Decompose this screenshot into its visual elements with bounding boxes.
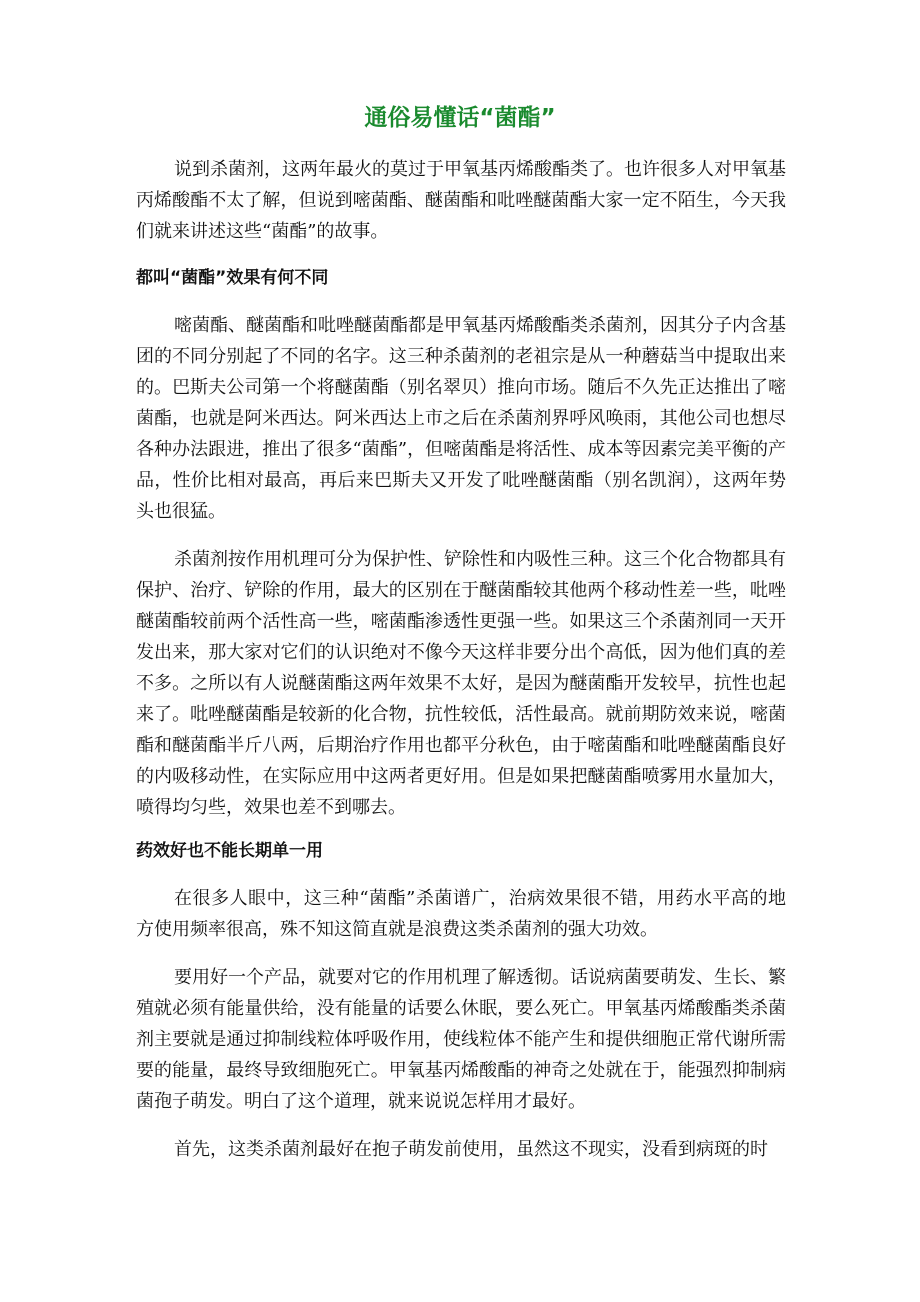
paragraph-3: 在很多人眼中，这三种“菌酯”杀菌谱广，治病效果很不错，用药水平高的地方使用频率很高，殊不知这简直就是浪费这类杀菌剂的强大功效。 — [136, 888, 786, 940]
article-body — [136, 154, 786, 1182]
section-heading-2: 药效好也不能长期单一用 — [136, 841, 323, 861]
paragraph-5: 首先，这类杀菌剂最好在抱子萌发前使用，虽然这不现实，没看到病斑的时 — [174, 1139, 768, 1160]
paragraph-1: 嘧菌酯、醚菌酯和吡唑醚菌酯都是甲氧基丙烯酸酯类杀菌剂，因其分子内含基团的不同分别起了不同的名字。这三种杀菌剂的老祖宗是从一种蘑菇当中提取出来的。巴斯夫公司第一个将醚菌酯（别名翠贝）推向市场。随后不久先正达推出了嘧菌酯，也就是阿米西达。阿米西达上市之后在杀菌剂界呼风唤雨，其他公司也想尽各种办法跟进，推出了很多“菌酯”，但嘧菌酯是将活性、成本等因素完美平衡的产品，性价比相对最高，再后来巴斯夫又开发了吡唑醚菌酯（别名凯润），这两年势头也很猛。 — [136, 315, 786, 522]
paragraph-2: 杀菌剂按作用机理可分为保护性、铲除性和内吸性三种。这三个化合物都具有保护、治疗、铲除的作用，最大的区别在于醚菌酯较其他两个移动性差一些，吡唑醚菌酯较前两个活性高一些，嘧菌酯渗透性更强一些。如果这三个杀菌剂同一天开发出来，那大家对它们的认识绝对不像今天这样非要分出个高低，因为他们真的差不多。之所以有人说醚菌酯这两年效果不太好，是因为醚菌酯开发较早，抗性也起来了。吡唑醚菌酯是较新的化合物，抗性较低，活性最高。就前期防效来说，嘧菌酯和醚菌酯半斤八两，后期治疗作用也都平分秋色，由于嘧菌酯和吡唑醚菌酯良好的内吸移动性，在实际应用中这两者更好用。但是如果把醚菌酯喷雾用水量加大，喷得均匀些，效果也差不到哪去。 — [136, 549, 786, 818]
paragraph-4: 要用好一个产品，就要对它的作用机理了解透彻。话说病菌要萌发、生长、繁殖就必须有能量供给，没有能量的话要么休眠，要么死亡。甲氧基丙烯酸酯类杀菌剂主要就是通过抑制线粒体呼吸作用，使线粒体不能产生和提供细胞正常代谢所需要的能量，最终导致细胞死亡。甲氧基丙烯酸酯的神奇之处就在于，能强烈抑制病菌孢子萌发。明白了这个道理，就来说说怎样用才最好。 — [136, 967, 786, 1112]
paragraph-intro: 说到杀菌剂，这两年最火的莫过于甲氧基丙烯酸酯类了。也许很多人对甲氧基丙烯酸酯不太了解，但说到嘧菌酯、醚菌酯和吡唑醚菌酯大家一定不陌生，今天我们就来讲述这些“菌酯”的故事。 — [136, 159, 786, 242]
page-title: 通俗易懂话“菌酯” — [364, 105, 556, 131]
section-heading-1: 都叫“菌酯”效果有何不同 — [136, 268, 329, 288]
